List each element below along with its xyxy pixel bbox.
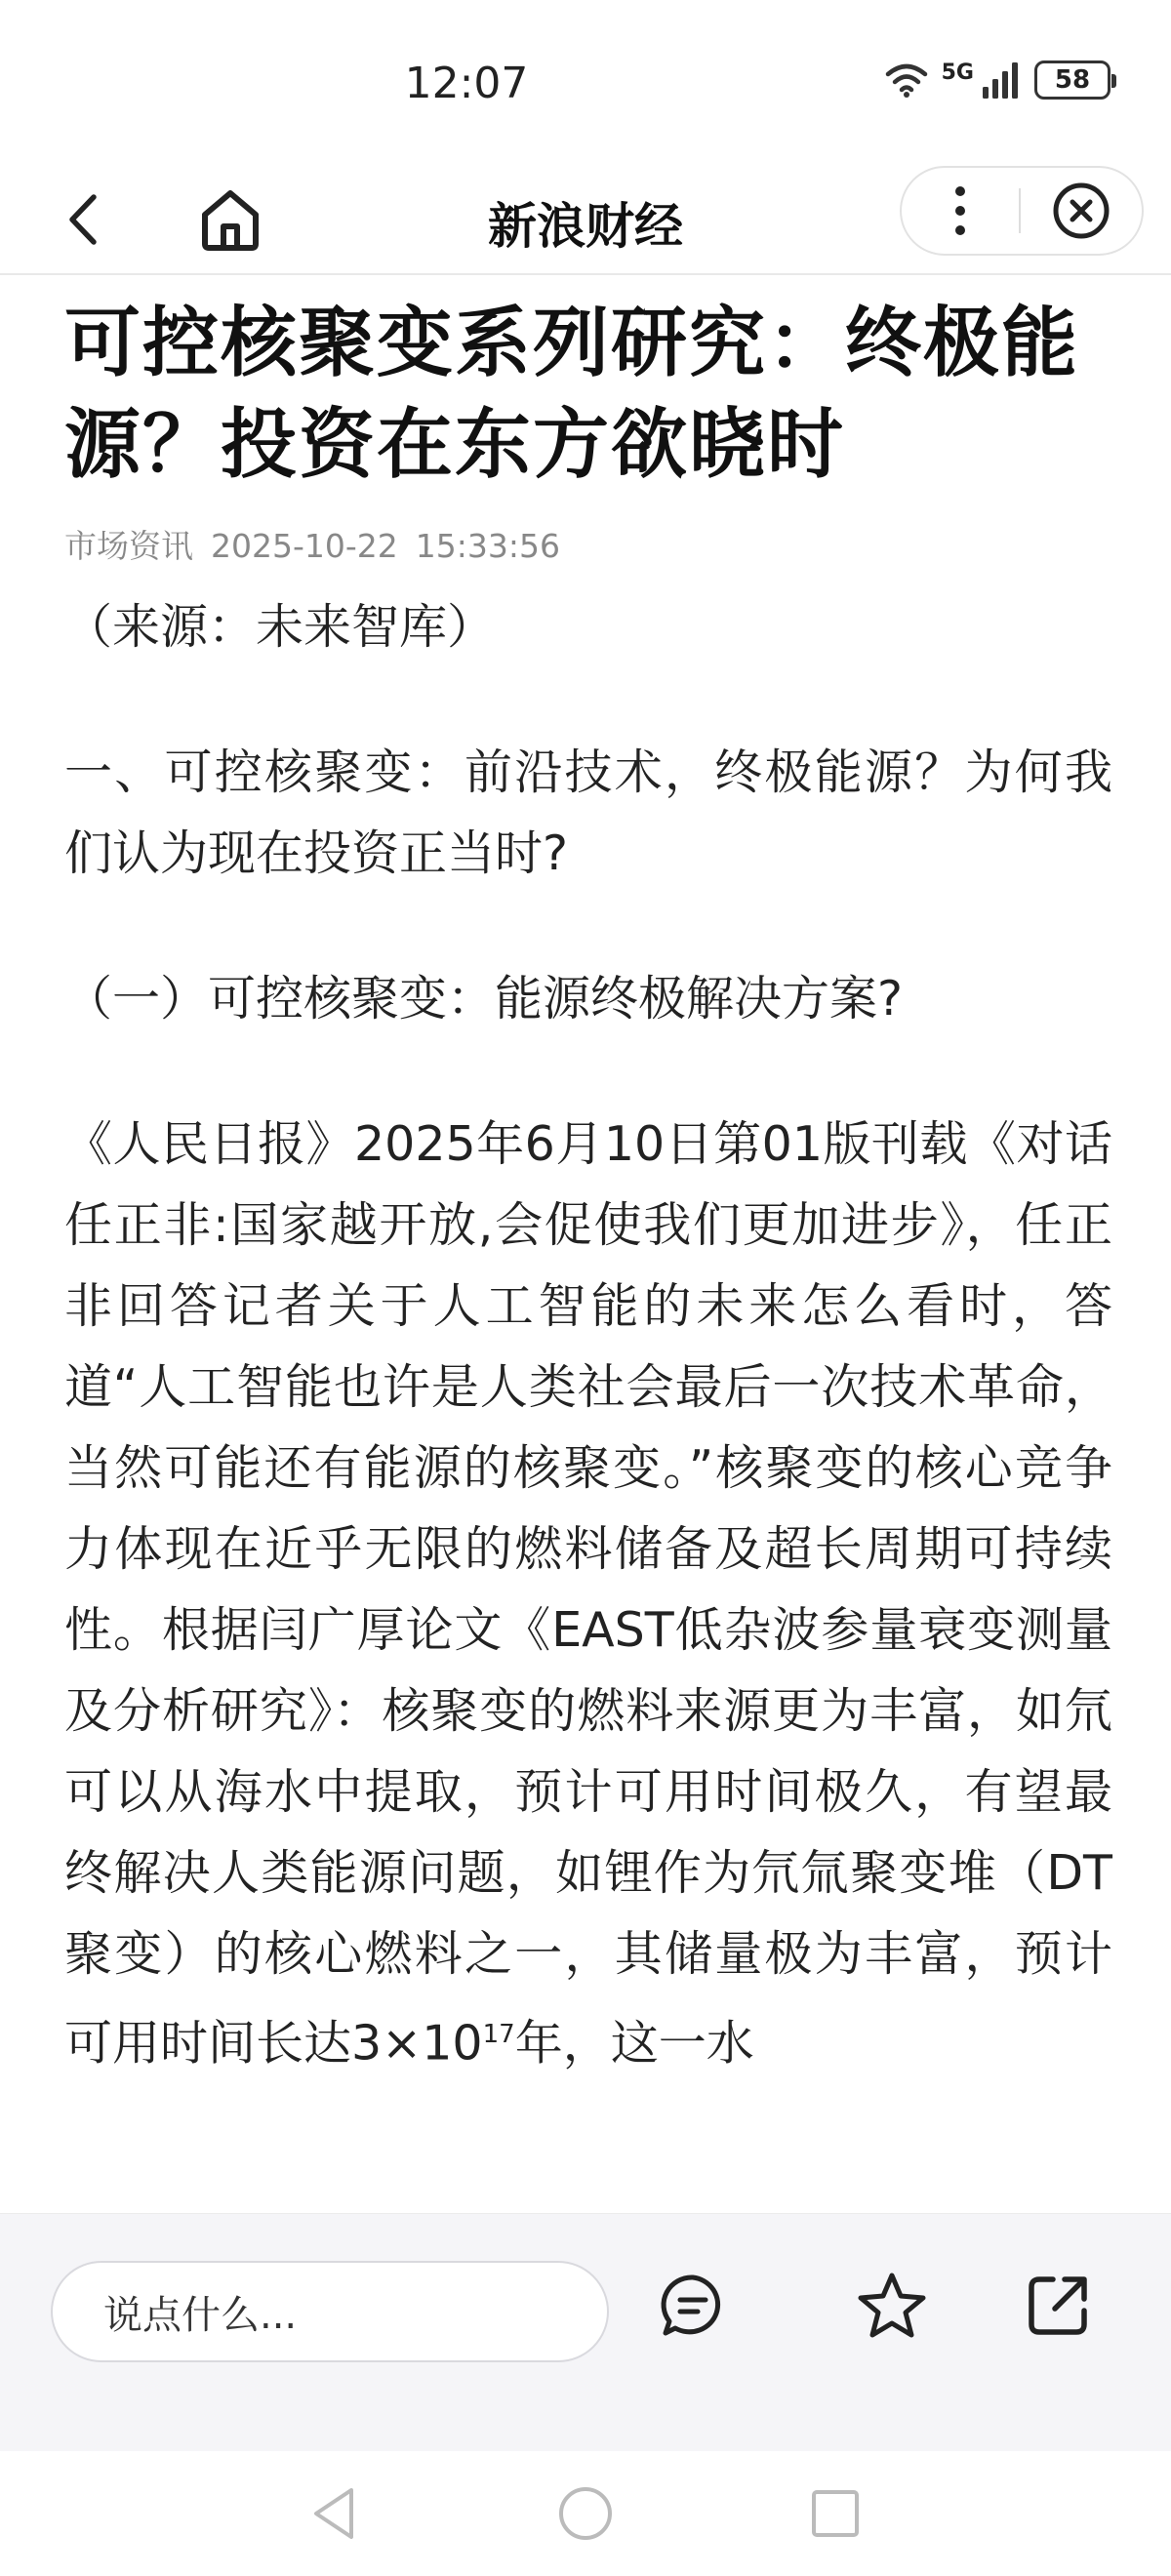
article: [64, 293, 1112, 2083]
comment-placeholder: 说点什么...: [103, 2292, 298, 2338]
system-recents-button[interactable]: [804, 2482, 867, 2545]
article-paragraph: [64, 1104, 1112, 2083]
share-button[interactable]: [1019, 2267, 1097, 2345]
home-circle-icon: [554, 2482, 617, 2545]
article-body-text: 《人民日报》2025年6月10日第01版刊载《对话任正非:国家越开放,会促使我们更加进步》，任正非回答记者关于人工智能的未来怎么看时，答道“人工智能也许是人类社会最后一次技术革命，当然可能还有能源的核聚变。”核聚变的核心竞争力体现在近乎无限的燃料储备及超长周期可持续性。根据闫广厚论文《EAST低杂波参量衰变测量及分析研究》：核聚变的燃料来源更为丰富，如氘可以从海水中提取，预计可用时间极久，有望最终解决人类能源问题，如锂作为氘氚聚变堆（DT聚变）的核心燃料之一，其储量极为丰富，预计可用时间长达3×10: [64, 1116, 1112, 2072]
home-icon: [195, 181, 265, 256]
close-circle-icon: [1051, 181, 1111, 241]
more-button[interactable]: [902, 168, 1019, 254]
mini-program-capsule: [900, 166, 1144, 256]
status-icons: [885, 60, 1110, 100]
back-triangle-icon: [304, 2482, 367, 2545]
favorite-button[interactable]: [853, 2267, 931, 2345]
wifi-icon: [885, 62, 928, 98]
recents-square-icon: [804, 2482, 867, 2545]
comment-button[interactable]: [654, 2267, 732, 2345]
back-arrow-icon: [55, 187, 113, 252]
nav-bar: [0, 166, 1171, 275]
share-icon: [1024, 2272, 1092, 2340]
status-bar: [0, 0, 1171, 166]
status-time: 12:07: [404, 59, 529, 108]
bottom-action-bar: [0, 2213, 1171, 2452]
article-paragraph: （来源：未来智库）: [64, 599, 496, 655]
back-button[interactable]: [55, 187, 113, 252]
article-time: 15:33:56: [415, 527, 560, 565]
more-vertical-icon: [950, 183, 970, 238]
article-meta: [64, 521, 1112, 567]
article-source: 市场资讯: [64, 527, 193, 565]
battery-level: 58: [1054, 65, 1091, 95]
comment-icon: [659, 2272, 727, 2340]
article-body-text-tail: 年，这一水: [514, 2015, 754, 2072]
network-type: 5G: [941, 60, 974, 85]
article-heading: 一、可控核聚变：前沿技术，终极能源？为何我们认为现在投资正当时?: [64, 745, 1112, 881]
article-subheading: （一）可控核聚变：能源终极解决方案?: [64, 971, 904, 1026]
system-back-button[interactable]: [304, 2482, 367, 2545]
home-button[interactable]: [195, 181, 265, 256]
system-navigation-bar: [0, 2451, 1171, 2576]
star-icon: [856, 2271, 928, 2341]
system-home-button[interactable]: [554, 2482, 617, 2545]
exponent: 17: [482, 2020, 515, 2049]
nav-title: 新浪财经: [488, 198, 683, 255]
article-date: 2025-10-22: [211, 527, 398, 565]
signal-icon: [982, 61, 1021, 99]
battery-icon: [1034, 60, 1110, 100]
article-title: 可控核聚变系列研究：终极能源？投资在东方欲晓时: [64, 300, 1080, 489]
close-button[interactable]: [1021, 168, 1142, 254]
comment-input[interactable]: [51, 2261, 609, 2362]
